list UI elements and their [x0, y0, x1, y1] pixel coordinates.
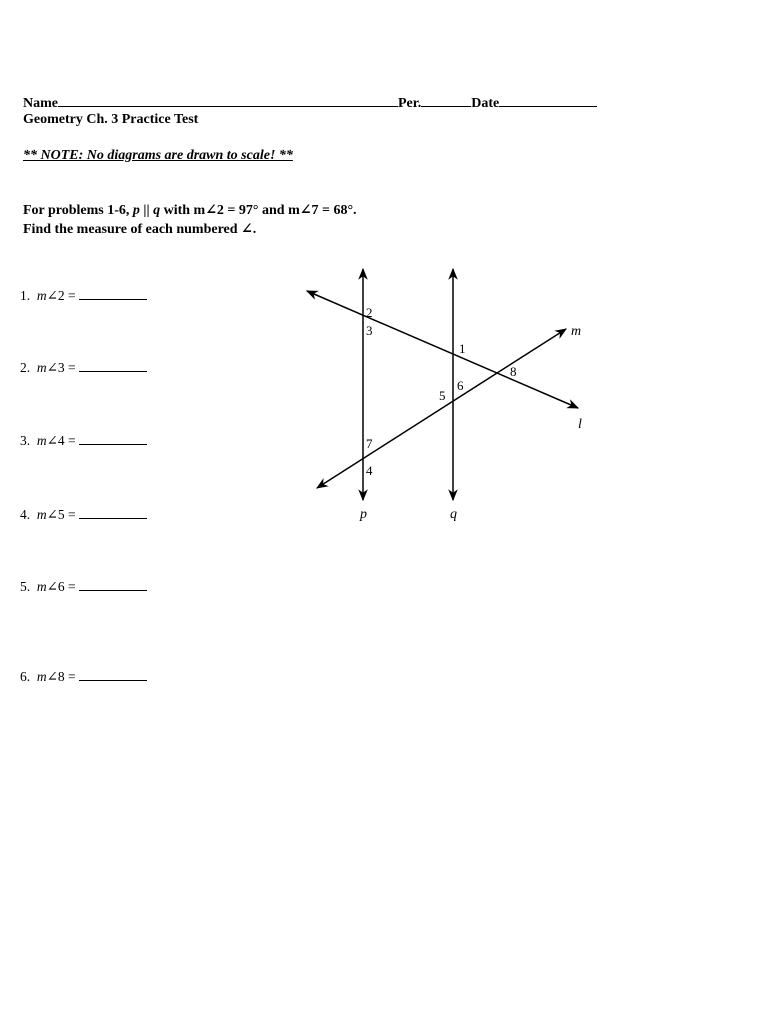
name-label: Name — [23, 96, 58, 111]
measure-symbol: m — [36, 360, 47, 375]
angle-label-5: 5 — [439, 388, 446, 403]
label-q: q — [450, 507, 457, 522]
angle-label-8: 8 — [510, 364, 517, 379]
problem-number: 2. — [20, 360, 31, 375]
scale-note: ** NOTE: No diagrams are drawn to scale! ** — [23, 148, 293, 163]
angle-label-2: 2 — [366, 305, 373, 320]
line-p-ref: p — [132, 203, 140, 218]
parallel-symbol: || — [139, 203, 154, 218]
problem-angle: m∠8 = — [36, 669, 76, 684]
problem-number: 5. — [20, 579, 31, 594]
measure-symbol: m — [36, 288, 47, 303]
instructions-line-2: Find the measure of each numbered ∠. — [23, 222, 257, 237]
per-label: Per. — [398, 96, 422, 111]
angle-label-3: 3 — [366, 323, 373, 338]
angle-label-6: 6 — [457, 378, 464, 393]
problem-number: 1. — [20, 288, 31, 303]
page-title: Geometry Ch. 3 Practice Test — [23, 112, 199, 127]
problem-angle: m∠4 = — [36, 433, 76, 448]
angle-label-4: 4 — [366, 463, 373, 478]
label-l: l — [578, 417, 582, 432]
instructions-prefix: For problems 1-6, — [23, 203, 133, 218]
problem-number: 4. — [20, 507, 31, 522]
measure-symbol: m — [36, 507, 47, 522]
problem-angle: m∠5 = — [36, 507, 76, 522]
line-m — [317, 329, 566, 488]
measure-symbol: m — [36, 433, 47, 448]
label-m: m — [571, 324, 582, 339]
problem-number: 3. — [20, 433, 31, 448]
angle-label-1: 1 — [459, 341, 466, 356]
given-angles: with m∠2 = 97° and m∠7 = 68°. — [160, 203, 357, 218]
measure-symbol: m — [36, 579, 47, 594]
problem-angle: m∠6 = — [36, 579, 76, 594]
measure-symbol: m — [36, 669, 47, 684]
problem-angle: m∠2 = — [36, 288, 76, 303]
line-q-ref: q — [153, 203, 161, 218]
date-label: Date — [471, 96, 500, 111]
problem-number: 6. — [20, 669, 31, 684]
angle-label-7: 7 — [366, 436, 373, 451]
label-p: p — [360, 507, 367, 522]
problem-angle: m∠3 = — [36, 360, 76, 375]
